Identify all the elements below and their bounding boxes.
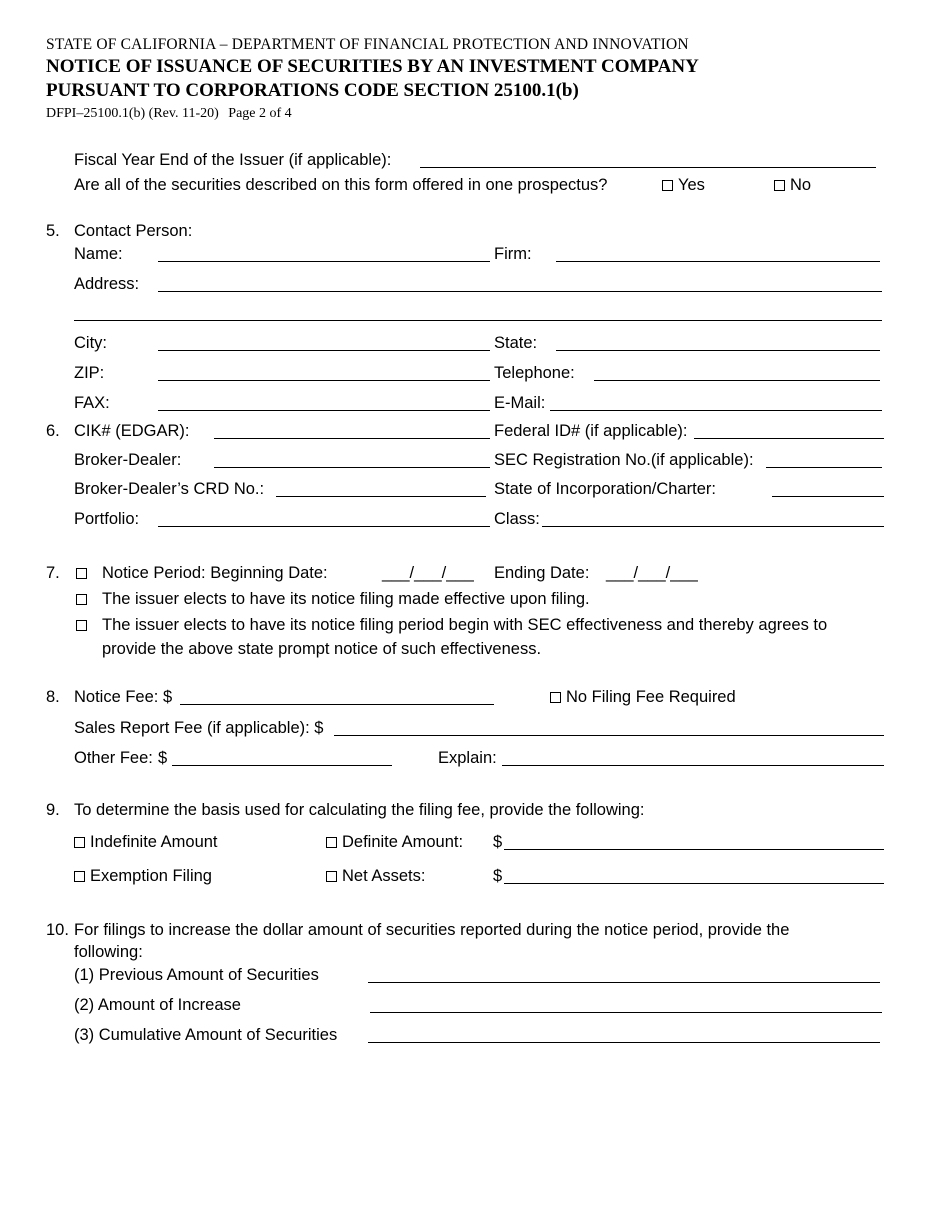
no-filing-fee-label: No Filing Fee Required <box>566 688 736 706</box>
previous-amount-field[interactable] <box>368 982 880 983</box>
portfolio-field[interactable] <box>158 526 490 527</box>
form-id <box>46 106 292 122</box>
yes-checkbox[interactable] <box>662 180 673 191</box>
fiscal-year-label: Fiscal Year End of the Issuer (if applicable): <box>74 151 392 169</box>
federal-id-label: Federal ID# (if applicable): <box>494 422 688 440</box>
address-field-line1[interactable] <box>158 291 882 292</box>
federal-id-field[interactable] <box>694 438 884 439</box>
contact-person-heading: Contact Person: <box>74 222 193 240</box>
yes-label: Yes <box>678 176 705 194</box>
firm-field[interactable] <box>556 261 880 262</box>
section-5-number: 5. <box>46 222 60 240</box>
cik-label: CIK# (EDGAR): <box>74 422 190 440</box>
no-filing-fee-option[interactable] <box>550 687 736 707</box>
section-9-number: 9. <box>46 801 60 819</box>
prospectus-question: Are all of the securities described on this form offered in one prospectus? <box>74 176 608 194</box>
cik-field[interactable] <box>214 438 490 439</box>
indefinite-amount-option[interactable] <box>74 832 218 852</box>
sec-effectiveness-checkbox[interactable] <box>76 620 87 631</box>
effective-upon-filing-checkbox[interactable] <box>76 594 87 605</box>
notice-period-checkbox[interactable] <box>76 568 87 579</box>
explain-field[interactable] <box>502 765 884 766</box>
agency-line: STATE OF CALIFORNIA – DEPARTMENT OF FINANCIAL PROTECTION AND INNOVATION <box>46 36 689 53</box>
state-label: State: <box>494 334 538 352</box>
class-label: Class: <box>494 510 540 528</box>
class-field[interactable] <box>542 526 884 527</box>
sec-effectiveness-label-line2: provide the above state prompt notice of such effectiveness. <box>102 640 542 658</box>
ending-date-field[interactable]: ___/___/___ <box>606 564 698 582</box>
fee-basis-intro: To determine the basis used for calculating the filing fee, provide the following: <box>74 801 645 819</box>
form-number: DFPI–25100.1(b) (Rev. 11-20) <box>46 106 219 121</box>
exemption-filing-option[interactable] <box>74 866 212 886</box>
definite-amount-field[interactable] <box>504 849 884 850</box>
broker-dealer-label: Broker-Dealer: <box>74 451 182 469</box>
prospectus-no-option[interactable] <box>774 175 811 195</box>
definite-amount-option[interactable] <box>326 832 463 852</box>
amount-increase-label: (2) Amount of Increase <box>74 996 241 1014</box>
increase-intro-line1: For filings to increase the dollar amount of securities reported during the notice period, provide the <box>74 921 790 939</box>
section-6-number: 6. <box>46 422 60 440</box>
firm-label: Firm: <box>494 245 532 263</box>
previous-amount-label: (1) Previous Amount of Securities <box>74 966 319 984</box>
no-checkbox[interactable] <box>774 180 785 191</box>
effective-upon-filing-label: The issuer elects to have its notice filing made effective upon filing. <box>102 590 590 608</box>
form-title-line1: NOTICE OF ISSUANCE OF SECURITIES BY AN INVESTMENT COMPANY <box>46 56 699 77</box>
portfolio-label: Portfolio: <box>74 510 140 528</box>
cumulative-amount-field[interactable] <box>368 1042 880 1043</box>
notice-fee-field[interactable] <box>180 704 494 705</box>
telephone-label: Telephone: <box>494 364 575 382</box>
fax-label: FAX: <box>74 394 110 412</box>
zip-label: ZIP: <box>74 364 105 382</box>
explain-label: Explain: <box>438 749 497 767</box>
section-8-number: 8. <box>46 688 60 706</box>
notice-period-label: Notice Period: Beginning Date: <box>102 564 328 582</box>
definite-amount-label: Definite Amount: <box>342 833 464 851</box>
other-fee-dollar: $ <box>158 749 168 767</box>
ending-date-label: Ending Date: <box>494 564 590 582</box>
notice-fee-label: Notice Fee: $ <box>74 688 173 706</box>
no-filing-fee-checkbox[interactable] <box>550 692 561 703</box>
city-field[interactable] <box>158 350 490 351</box>
indefinite-amount-checkbox[interactable] <box>74 837 85 848</box>
beginning-date-field[interactable]: ___/___/___ <box>382 564 474 582</box>
state-incorporation-field[interactable] <box>772 496 884 497</box>
fiscal-year-field[interactable] <box>420 167 876 168</box>
sec-registration-label: SEC Registration No.(if applicable): <box>494 451 754 469</box>
city-label: City: <box>74 334 107 352</box>
sales-report-fee-field[interactable] <box>334 735 884 736</box>
net-assets-checkbox[interactable] <box>326 871 337 882</box>
section-7-number: 7. <box>46 564 60 582</box>
sec-effectiveness-label-line1: The issuer elects to have its notice filing period begin with SEC effectiveness and thereby agrees to <box>102 616 828 634</box>
broker-dealer-field[interactable] <box>214 467 490 468</box>
telephone-field[interactable] <box>594 380 880 381</box>
net-assets-option[interactable] <box>326 866 425 886</box>
cumulative-amount-label: (3) Cumulative Amount of Securities <box>74 1026 338 1044</box>
prospectus-yes-option[interactable] <box>662 175 705 195</box>
section-10-number: 10. <box>46 921 69 939</box>
state-incorporation-label: State of Incorporation/Charter: <box>494 480 716 498</box>
net-assets-field[interactable] <box>504 883 884 884</box>
other-fee-label: Other Fee: <box>74 749 153 767</box>
fax-field[interactable] <box>158 410 490 411</box>
form-title-line2: PURSUANT TO CORPORATIONS CODE SECTION 25100.1(b) <box>46 80 579 101</box>
zip-field[interactable] <box>158 380 490 381</box>
state-field[interactable] <box>556 350 880 351</box>
crd-field[interactable] <box>276 496 486 497</box>
email-label: E-Mail: <box>494 394 546 412</box>
exemption-filing-checkbox[interactable] <box>74 871 85 882</box>
sec-registration-field[interactable] <box>766 467 882 468</box>
address-field-line2[interactable] <box>74 320 882 321</box>
definite-amount-dollar: $ <box>493 833 503 851</box>
other-fee-field[interactable] <box>172 765 392 766</box>
address-label: Address: <box>74 275 140 293</box>
sales-report-fee-label: Sales Report Fee (if applicable): $ <box>74 719 324 737</box>
exemption-filing-label: Exemption Filing <box>90 867 212 885</box>
amount-increase-field[interactable] <box>370 1012 882 1013</box>
name-label: Name: <box>74 245 123 263</box>
crd-label: Broker-Dealer’s CRD No.: <box>74 480 265 498</box>
no-label: No <box>790 176 812 194</box>
name-field[interactable] <box>158 261 490 262</box>
net-assets-dollar: $ <box>493 867 503 885</box>
net-assets-label: Net Assets: <box>342 867 426 885</box>
page-number: Page 2 of 4 <box>228 106 292 121</box>
definite-amount-checkbox[interactable] <box>326 837 337 848</box>
indefinite-amount-label: Indefinite Amount <box>90 833 218 851</box>
email-field[interactable] <box>550 410 882 411</box>
increase-intro-line2: following: <box>74 943 143 961</box>
